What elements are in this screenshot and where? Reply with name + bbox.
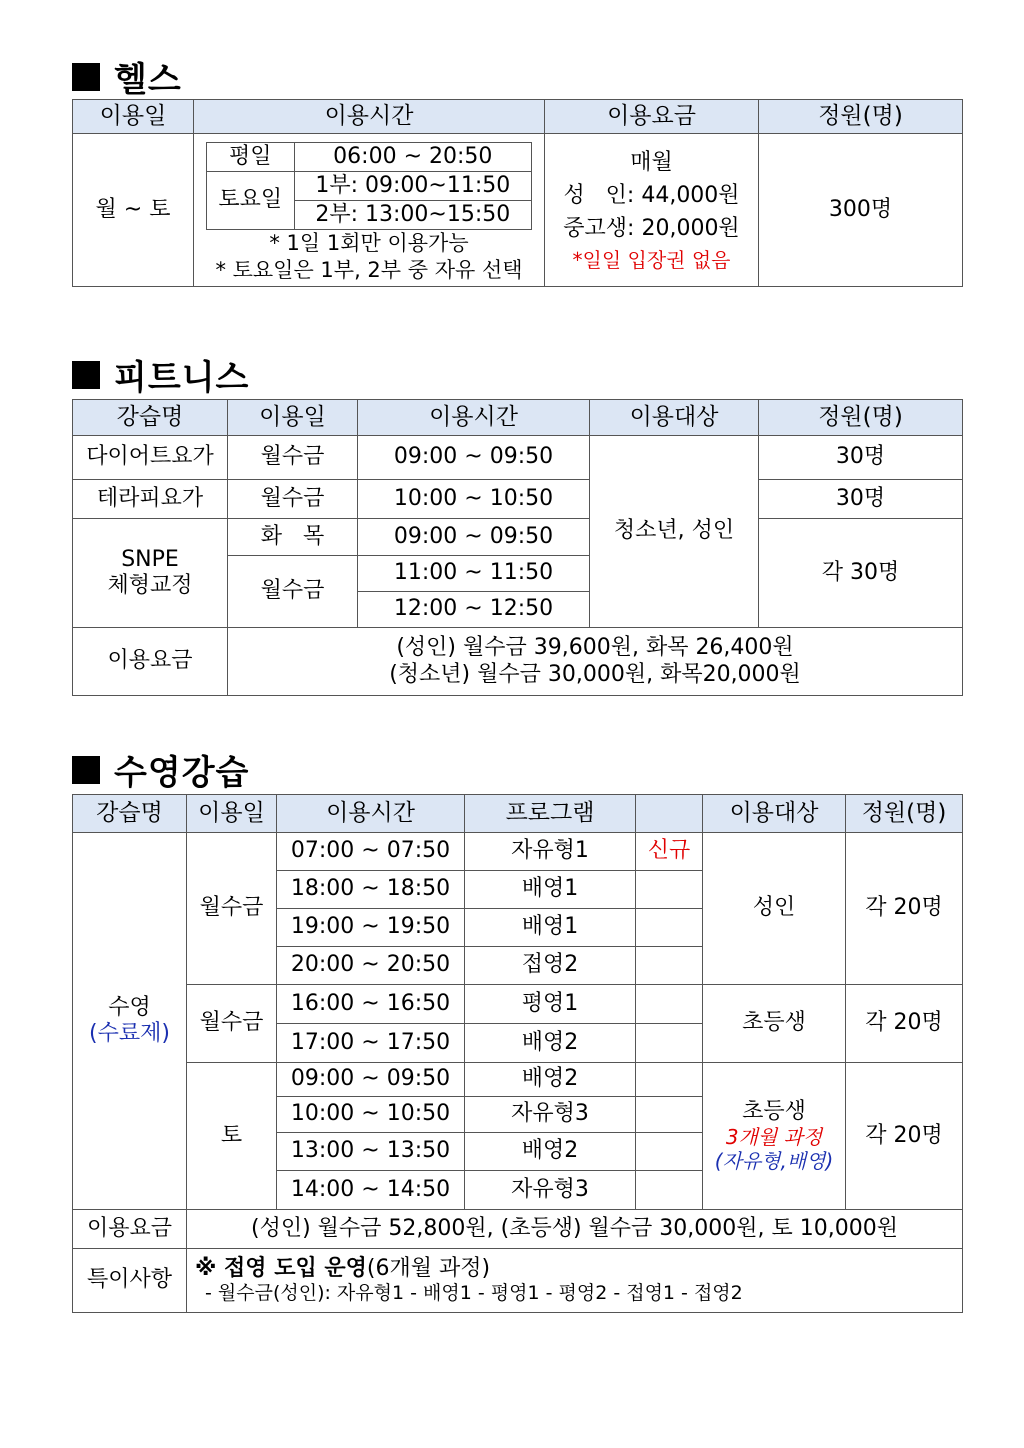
weekday-label: 평일 xyxy=(207,142,295,171)
swim-program: 평영1 xyxy=(465,985,636,1024)
class-day: 월수금 xyxy=(228,480,358,519)
fitness-fee-label: 이용요금 xyxy=(73,628,228,696)
swim-class-name: 수영 (수료제) xyxy=(73,833,187,1210)
swim-time: 10:00 ~ 10:50 xyxy=(277,1097,465,1133)
header-time: 이용시간 xyxy=(194,100,545,134)
class-name: 다이어트요가 xyxy=(73,436,228,480)
swim-flag xyxy=(636,1024,703,1063)
header-capacity: 정원(명) xyxy=(759,100,963,134)
swim-time: 18:00 ~ 18:50 xyxy=(277,871,465,909)
special-sequence: - 월수금(성인): 자유형1 - 배영1 - 평영1 - 평영2 - 접영1 - 접영2 xyxy=(205,1282,743,1305)
swim-time: 14:00 ~ 14:50 xyxy=(277,1171,465,1210)
health-schedule xyxy=(194,134,545,287)
health-note-1: * 1일 1회만 이용가능 xyxy=(269,230,469,255)
swim-capacity-sat: 각 20명 xyxy=(846,1063,963,1210)
snpe-capacity: 각 30명 xyxy=(759,519,963,628)
snpe-time-3: 12:00 ~ 12:50 xyxy=(358,592,590,628)
header-class: 강습명 xyxy=(73,795,187,833)
swim-time: 19:00 ~ 19:50 xyxy=(277,909,465,947)
fitness-table xyxy=(72,399,963,696)
snpe-class-name: SNPE 체형교정 xyxy=(73,519,228,628)
saturday-label: 토요일 xyxy=(207,171,295,229)
snpe-time-2: 11:00 ~ 11:50 xyxy=(358,556,590,592)
swim-target-elem: 초등생 xyxy=(703,985,846,1063)
swim-program: 배영2 xyxy=(465,1024,636,1063)
header-target: 이용대상 xyxy=(590,400,759,436)
class-time: 09:00 ~ 09:50 xyxy=(358,436,590,480)
swim-program: 배영2 xyxy=(465,1063,636,1097)
swim-time: 20:00 ~ 20:50 xyxy=(277,947,465,985)
fitness-fee: (성인) 월수금 39,600원, 화목 26,400원 (청소년) 월수금 30,000원, 화목20,000원 xyxy=(228,628,963,696)
header-class: 강습명 xyxy=(73,400,228,436)
swim-program: 배영1 xyxy=(465,871,636,909)
fee-student: 중고생: 20,000원 xyxy=(563,215,740,241)
fee-adult: 성 인: 44,000원 xyxy=(563,182,740,208)
header-day: 이용일 xyxy=(228,400,358,436)
swim-flag xyxy=(636,1097,703,1133)
header-program: 프로그램 xyxy=(465,795,636,833)
saturday-part2: 2부: 13:00~15:50 xyxy=(294,200,531,229)
health-schedule-table xyxy=(206,142,532,230)
swim-special-label: 특이사항 xyxy=(73,1249,187,1313)
class-name: 테라피요가 xyxy=(73,480,228,519)
square-bullet-icon xyxy=(72,756,100,784)
swim-program: 배영2 xyxy=(465,1133,636,1171)
section-title-swim: 수영강습 xyxy=(72,745,249,794)
header-time: 이용시간 xyxy=(358,400,590,436)
swim-target-adult: 성인 xyxy=(703,833,846,985)
health-table xyxy=(72,99,963,287)
fitness-target: 청소년, 성인 xyxy=(590,436,759,628)
swim-flag xyxy=(636,871,703,909)
swim-program: 자유형3 xyxy=(465,1097,636,1133)
swim-target-sat: 초등생 3개월 과정 (자유형,배영) xyxy=(703,1063,846,1210)
swim-day-mwf-elem: 월수금 xyxy=(187,985,277,1063)
health-fee xyxy=(545,134,759,287)
swim-capacity-elem: 각 20명 xyxy=(846,985,963,1063)
swim-flag xyxy=(636,947,703,985)
header-target: 이용대상 xyxy=(703,795,846,833)
health-note-2: * 토요일은 1부, 2부 중 자유 선택 xyxy=(215,258,523,282)
swim-flag xyxy=(636,909,703,947)
swim-time: 16:00 ~ 16:50 xyxy=(277,985,465,1024)
snpe-day-mwf: 월수금 xyxy=(228,556,358,628)
header-capacity: 정원(명) xyxy=(846,795,963,833)
swim-flag xyxy=(636,1133,703,1171)
special-duration: (6개월 과정) xyxy=(366,1255,491,1281)
weekday-time: 06:00 ~ 20:50 xyxy=(294,142,531,171)
snpe-time-1: 09:00 ~ 09:50 xyxy=(358,519,590,556)
swim-flag xyxy=(636,985,703,1024)
class-day: 월수금 xyxy=(228,436,358,480)
swim-fee: (성인) 월수금 52,800원, (초등생) 월수금 30,000원, 토 10,000원 xyxy=(187,1210,963,1249)
swim-time: 17:00 ~ 17:50 xyxy=(277,1024,465,1063)
snpe-day-tt: 화 목 xyxy=(228,519,358,556)
fee-monthly: 매월 xyxy=(630,149,673,175)
class-time: 10:00 ~ 10:50 xyxy=(358,480,590,519)
swim-fee-label: 이용요금 xyxy=(73,1210,187,1249)
swim-time: 09:00 ~ 09:50 xyxy=(277,1063,465,1097)
special-heading: ※ 접영 도입 운영 xyxy=(195,1255,367,1281)
header-capacity: 정원(명) xyxy=(759,400,963,436)
header-time: 이용시간 xyxy=(277,795,465,833)
swim-program: 자유형1 xyxy=(465,833,636,871)
swim-table xyxy=(72,794,963,1313)
header-day: 이용일 xyxy=(187,795,277,833)
section-title-health: 헬스 xyxy=(72,52,182,101)
swim-program: 배영1 xyxy=(465,909,636,947)
health-days: 월 ~ 토 xyxy=(73,134,194,287)
swim-day-sat: 토 xyxy=(187,1063,277,1210)
swim-program: 접영2 xyxy=(465,947,636,985)
header-flag xyxy=(636,795,703,833)
fee-note: *일일 입장권 없음 xyxy=(572,247,731,272)
swim-special xyxy=(187,1249,963,1313)
square-bullet-icon xyxy=(72,63,100,91)
class-capacity: 30명 xyxy=(759,436,963,480)
swim-flag xyxy=(636,1063,703,1097)
swim-time: 07:00 ~ 07:50 xyxy=(277,833,465,871)
header-day: 이용일 xyxy=(73,100,194,134)
class-capacity: 30명 xyxy=(759,480,963,519)
swim-program: 자유형3 xyxy=(465,1171,636,1210)
health-capacity: 300명 xyxy=(759,134,963,287)
swim-flag xyxy=(636,1171,703,1210)
saturday-part1: 1부: 09:00~11:50 xyxy=(294,171,531,200)
swim-day-mwf-adult: 월수금 xyxy=(187,833,277,985)
square-bullet-icon xyxy=(72,361,100,389)
swim-capacity-adult: 각 20명 xyxy=(846,833,963,985)
section-title-fitness: 피트니스 xyxy=(72,350,249,399)
swim-time: 13:00 ~ 13:50 xyxy=(277,1133,465,1171)
new-badge: 신규 xyxy=(636,833,703,871)
header-fee: 이용요금 xyxy=(545,100,759,134)
